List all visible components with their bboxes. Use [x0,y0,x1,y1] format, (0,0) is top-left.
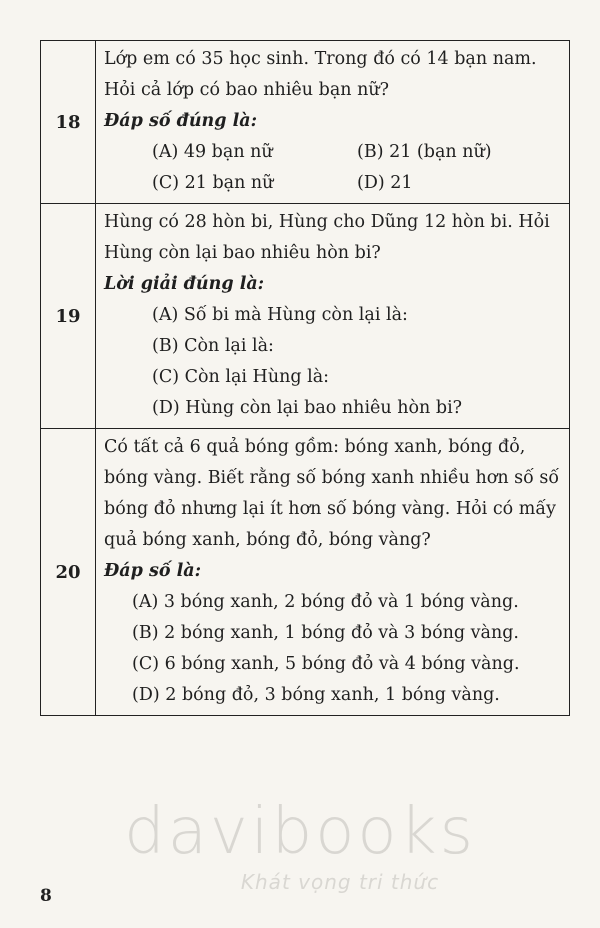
answer-options [104,137,563,199]
question-line: Hùng có 28 hòn bi, Hùng cho Dũng 12 hòn bi. Hỏi [104,212,550,232]
watermark-tagline: Khát vọng tri thức [240,870,440,894]
question-row-18 [41,41,570,204]
question-body [96,204,570,429]
question-line: Có tất cả 6 quả bóng gồm: bóng xanh, bóng đỏ, [104,437,526,457]
question-line: Hùng còn lại bao nhiêu hòn bi? [104,243,381,263]
answer-option-b: (B) 21 (bạn nữ) [357,142,492,162]
answer-option-a: (A) 3 bóng xanh, 2 bóng đỏ và 1 bóng vàng. [132,592,519,612]
answer-option-d: (D) 2 bóng đỏ, 3 bóng xanh, 1 bóng vàng. [132,685,500,705]
question-body [96,429,570,716]
answer-option-b: (B) 2 bóng xanh, 1 bóng đỏ và 3 bóng vàng. [132,623,519,643]
answer-lead: Lời giải đúng là: [104,274,265,294]
answer-lead: Đáp số là: [104,561,202,581]
page-number: 8 [40,886,52,906]
question-number: 18 [41,41,96,204]
answer-option-b: (B) Còn lại là: [152,336,274,356]
question-line: Hỏi cả lớp có bao nhiêu bạn nữ? [104,80,390,100]
quiz-table [40,40,570,716]
question-line: quả bóng xanh, bóng đỏ, bóng vàng? [104,530,431,550]
question-line: bóng đỏ nhưng lại ít hơn số bóng vàng. Hỏi có mấy [104,499,556,519]
question-number: 19 [41,204,96,429]
answer-option-a: (A) Số bi mà Hùng còn lại là: [152,305,408,325]
watermark-brand: davibooks [124,795,476,869]
answer-option-c: (C) 6 bóng xanh, 5 bóng đỏ và 4 bóng vàng. [132,654,520,674]
answer-option-c: (C) Còn lại Hùng là: [152,367,330,387]
answer-option-a: (A) 49 bạn nữ [152,142,273,162]
question-number: 20 [41,429,96,716]
answer-option-d: (D) Hùng còn lại bao nhiêu hòn bi? [152,398,463,418]
answer-lead: Đáp số đúng là: [104,111,258,131]
question-row-19 [41,204,570,429]
question-row-20 [41,429,570,716]
answer-option-c: (C) 21 bạn nữ [152,173,274,193]
question-body [96,41,570,204]
question-line: Lớp em có 35 học sinh. Trong đó có 14 bạn nam. [104,49,537,69]
question-line: bóng vàng. Biết rằng số bóng xanh nhiều hơn số số [104,468,560,488]
answer-option-d: (D) 21 [357,173,413,193]
